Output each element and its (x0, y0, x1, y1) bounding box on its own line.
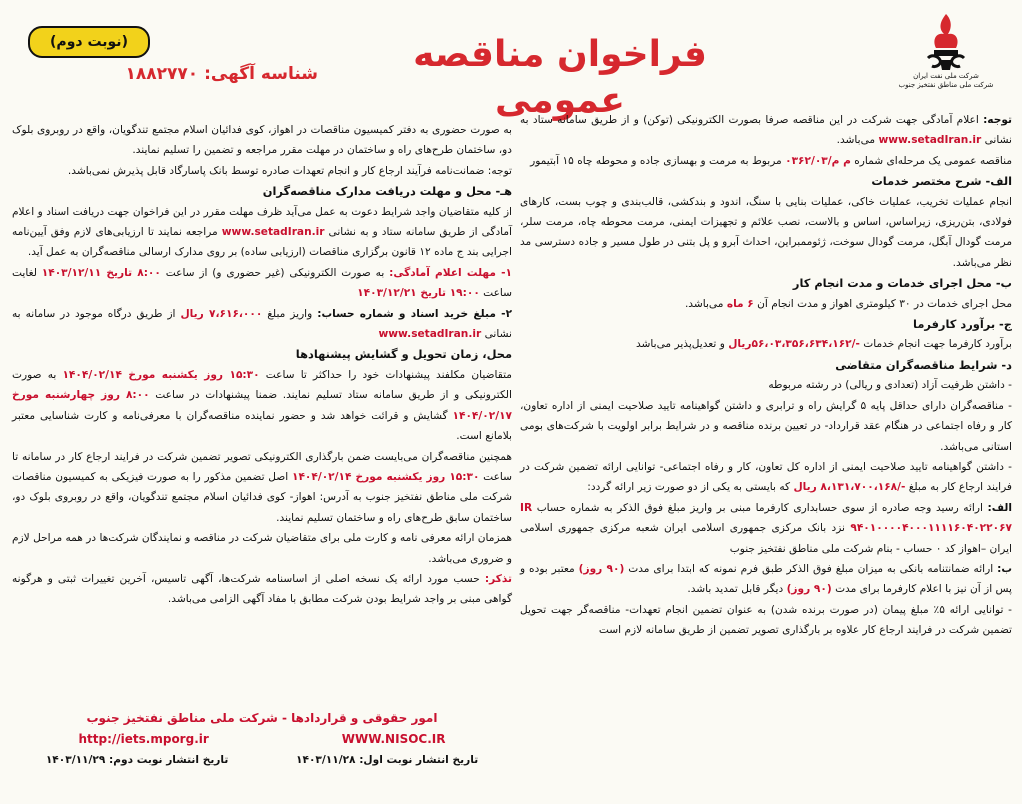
deadline-item (12, 263, 512, 304)
option-be-label: ب: (997, 562, 1012, 575)
bank-note: توجه: ضمانت‌نامه فرآیند ارجاع کار و انجام تعهدات صادره توسط بانک پاسارگاد قابل پذیرش نمی‌باشد. (67, 164, 512, 177)
section-he-text-b: مراجعه نمایند تا ارزیابی‌های لازم وفق آیین‌نامه اجرایی بند ج ماده ۱۲ قانون برگزاری مناقصات (ارزیابی ساده) بر روی مدارک ارسالی مناقصه‌گران به عمل آید. (12, 226, 512, 259)
submission-deadline: ۱۵:۳۰ روز یکشنبه مورخ ۱۴۰۴/۰۲/۱۴ (62, 368, 260, 381)
validity-days-2: (۹۰ روز) (786, 583, 832, 596)
option-alef-label: الف: (987, 501, 1012, 514)
flame-logo-icon (916, 10, 976, 72)
condition-3-text: - داشتن گواهینامه تایید صلاحیت ایمنی از اداره کل تعاون، کار و رفاه اجتماعی- توانایی ارائه تضمین شرکت در فرایند ارجاع کار به مبلغ (520, 460, 1012, 494)
reminder (12, 569, 512, 610)
option-alef-text-a: ارائه رسید وجه صادره از سوی حسابداری کارفرما مبنی بر واریز مبلغ فوق الذکر به شماره حساب (536, 501, 983, 514)
deadline-text-a: به صورت الکترونیکی (غیر حضوری و) از ساعت (165, 266, 385, 279)
round-badge: (نوبت دوم) (28, 26, 150, 58)
section-b-text-b: می‌باشد. (684, 297, 724, 310)
fee-label: ۲- مبلغ خرید اسناد و شماره حساب: (317, 307, 513, 320)
setad-link-3[interactable]: www.setadIran.ir (378, 328, 482, 341)
tender-paragraph (520, 151, 1012, 171)
footer (12, 708, 512, 770)
section-b-title: ب- محل اجرای خدمات و مدت انجام کار (792, 276, 1012, 291)
physical-text-b: اصل تضمین مذکور را به صورت فیزیکی به کمیسیون مناقصات شرکت ملی مناطق نفتخیز جنوب به آدرس: اهواز- کوی فدائیان اسلام مجتمع تندگویان، واقع در روبروی بلوک دو، ساختمان سابق طرح‌های راه و ساختمان تسلیم نمایند. (12, 470, 512, 524)
note-paragraph (520, 110, 1012, 151)
section-a-title: الف- شرح مختصر خدمات (871, 174, 1012, 189)
footer-dates (12, 750, 512, 770)
tender-text-b: مربوط به مرمت و بهسازی جاده و محوطه چاه ۱۵ آبتیمور (530, 154, 782, 167)
page-title: فراخوان مناقصه عمومی (413, 34, 707, 121)
iets-link[interactable]: http://iets.mporg.ir (78, 732, 209, 746)
condition-2: - مناقصه‌گران دارای حداقل پایه ۵ گرایش راه و ترابری و داشتن گواهینامه تایید صلاحیت ایمنی از اداره تعاون، کار و رفاه اجتماعی در هنگام عقد قرارداد- در تعیین برنده مناقصه و در شرایط برابر اولویت با شرکت‌های بومی استانی می‌باشد. (520, 399, 1012, 453)
publish-date-first: تاریخ انتشار نوبت اول: ۱۴۰۳/۱۱/۲۸ (296, 754, 479, 766)
company-logo (880, 10, 1012, 102)
section-b-text-a: محل اجرای خدمات در ۳۰ کیلومتری اهواز و مدت انجام آن (757, 297, 1012, 310)
option-be (520, 559, 1012, 600)
reminder-text: حسب مورد ارائه یک نسخه اصلی از اساسنامه شرکت‌ها، آگهی تاسیس، آخرین تغییرات ثبتی و هرگونه گواهی مبنی بر واجد شرایط بودن شرکت مطابق با مفاد آگهی الزامی می‌باشد. (12, 572, 512, 606)
option-be-text-c: دیگر قابل تمدید باشد. (687, 583, 784, 596)
section-c-text-b: و تعدیل‌پذیر می‌باشد (635, 338, 725, 351)
iban: IR ۹۴۰۱۰۰۰۰۴۰۰۰۱۱۱۱۶۰۴۰۲۲۰۶۷ (520, 501, 1013, 535)
condition-3-end: که بایستی به یکی از دو صورت زیر ارائه گردد: (587, 481, 791, 494)
condition-3 (520, 457, 1012, 498)
tender-text-a: مناقصه عمومی یک مرحله‌ای شماره (854, 154, 1012, 167)
id-requirement: همزمان ارائه معرفی نامه و کارت ملی برای متقاضیان شرکت در مناقصه و نمایندگان شرکت‌ها در همه مراحل لازم و ضروری می‌باشد. (12, 532, 512, 565)
fee-text-b: از طریق درگاه موجود در سامانه به نشانی (12, 307, 512, 341)
submission-title: محل، زمان تحویل و گشایش پیشنهادها (295, 347, 512, 362)
note-label: توجه: (983, 114, 1012, 126)
duration: ۶ ماه (726, 297, 754, 310)
option-alef (520, 498, 1012, 559)
reminder-label: تذکر: (484, 572, 512, 585)
footer-sites (12, 728, 512, 750)
section-d-title: د- شرایط مناقصه‌گران متقاضی (835, 357, 1012, 372)
validity-days-1: (۹۰ روز) (578, 562, 625, 575)
submission-text (12, 365, 512, 447)
section-a-text: انجام عملیات تخریب، عملیات خاکی، عملیات بنایی با سنگ، اندود و بندکشی، قالب‌بندی و چوب بست، کارهای فولادی، بتن‌ریزی، زیراساس، اساس و بالاست، نصب علائم و تجهیزات ایمنی، مرمت محوطه چاه، مرمت سلر، مرمت گودال آبگل، مرمت گودال سوخت، ژئوممبراین، احداث آبرو و پل بتنی در طول مسیر و جاده دسترسی مد نظر می‌باشد. (520, 195, 1012, 269)
right-column (520, 110, 1012, 641)
guarantee-amount: -/۸،۱۳۱،۷۰۰،۱۶۸ ریال (793, 481, 906, 494)
logo-line2: شرکت ملی مناطق نفتخیز جنوب (898, 81, 994, 89)
publish-date-second: تاریخ انتشار نوبت دوم: ۱۴۰۳/۱۱/۲۹ (45, 754, 229, 766)
option-be-text-a: ارائه ضمانتنامه بانکی به میزان مبلغ فوق الذکر طبق فرم نمونه که ابتدا برای مدت (628, 562, 994, 575)
fee-amount: ۷،۶۱۶،۰۰۰ ریال (180, 307, 263, 320)
section-c-text-a: برآورد کارفرما جهت انجام خدمات (863, 338, 1012, 351)
logo-line1: شرکت ملی نفت ایران (913, 72, 979, 80)
nisoc-link[interactable]: WWW.NISOC.IR (341, 732, 446, 746)
submission-text-c: گشایش و قرائت خواهد شد و حضور نماینده مناقصه‌گران با معرفی‌نامه و کارت شناسایی معتبر بلامانع است. (12, 409, 512, 443)
section-he-text (12, 202, 512, 263)
deadline-to: ۱۹:۰۰ تاریخ ۱۴۰۳/۱۲/۲۱ (357, 287, 480, 300)
section-b-text (520, 294, 1012, 314)
condition-1: - داشتن ظرفیت آزاد (تعدادی و ریالی) در رشته مربوطه (768, 379, 1012, 392)
physical-guarantee-text (12, 447, 512, 529)
left-column (12, 120, 512, 610)
submission-text-b: به صورت الکترونیکی و از طریق سامانه ستاد تسلیم نمایند. ضمنا پیشنهادات در ساعت (12, 368, 512, 402)
deadline-text-b: لغایت ساعت (12, 266, 512, 300)
section-c-title: ج- برآورد کارفرما (913, 317, 1012, 332)
continuation-text: به صورت حضوری به دفتر کمیسیون مناقصات در اهواز، کوی فدائیان اسلام مجتمع تندگویان، واقع در روبروی بلوک دو، ساختمان طرح‌های راه و ساختمان در مهلت مقرر مراجعه و تضمین را تسلیم نمایند. (12, 124, 512, 157)
tender-number: م م/۰۳۶۲/۰۳ (785, 154, 851, 167)
setad-link[interactable]: www.setadIran.ir (878, 134, 982, 147)
physical-deadline: ۱۵:۳۰ روز یکشنبه مورخ ۱۴۰۴/۰۲/۱۴ (291, 470, 480, 483)
submission-text-a: متقاضیان مکلفند پیشنهادات خود را حداکثر تا ساعت (265, 368, 512, 381)
footer-org: امور حقوقی و قراردادها - شرکت ملی مناطق نفتخیز جنوب (86, 711, 438, 725)
performance-guarantee: - توانایی ارائه ۵٪ مبلغ پیمان (در صورت برنده شدن) به عنوان تضمین انجام تعهدات- مناقصه‌گر جهت تحویل تضمین شرکت در فرایند ارجاع کار علاوه بر بارگذاری تصویر تضمین از طریق سامانه لازم است (520, 603, 1012, 637)
deadline-from: ۸:۰۰ تاریخ ۱۴۰۳/۱۲/۱۱ (41, 266, 161, 279)
section-he-text-a: از کلیه متقاضیان واجد شرایط دعوت به عمل می‌آید ظرف مهلت مقرر در این فراخوان جهت دریافت اسناد و اعلام آمادگی از طریق سامانه ستاد و به نشانی (12, 205, 513, 239)
fee-text-a: واریز مبلغ (267, 307, 313, 320)
section-c-text (520, 334, 1012, 354)
option-be-text-b: معتبر بوده و پس از آن نیز با اعلام کارفرما برای مدت (520, 562, 1012, 596)
estimate-amount: -/۵۶،۰۳،۳۵۶،۶۳۴،۱۶۲ریال (728, 338, 860, 351)
option-alef-text-b: نزد بانک مرکزی جمهوری اسلامی ایران شعبه مرکزی جمهوری اسلامی ایران –اهواز کد ۰ حساب - بنام شرکت ملی مناطق نفتخیز جنوب (520, 522, 1012, 555)
note-end: می‌باشد. (836, 134, 876, 147)
physical-text-a: همچنین مناقصه‌گران می‌بایست ضمن بارگذاری الکترونیکی تصویر تضمین شرکت در فرایند ارجاع کار در سامانه تا ساعت (12, 450, 512, 483)
ad-id: شناسه آگهی: ۱۸۸۲۷۷۰ (125, 64, 318, 84)
setad-link-2[interactable]: www.setadIran.ir (221, 226, 325, 239)
section-he-title: هـ- محل و مهلت دریافت مدارک مناقصه‌گران (262, 184, 512, 199)
note-text: اعلام آمادگی جهت شرکت در این مناقصه صرفا بصورت الکترونیکی (توکن) و از طریق سامانه ستاد به نشانی (520, 114, 1012, 147)
deadline-label: ۱- مهلت اعلام آمادگی: (389, 266, 512, 279)
fee-item (12, 304, 512, 345)
opening-date: ۸:۰۰ روز چهارشنبه مورخ ۱۴۰۴/۰۲/۱۷ (12, 389, 512, 422)
